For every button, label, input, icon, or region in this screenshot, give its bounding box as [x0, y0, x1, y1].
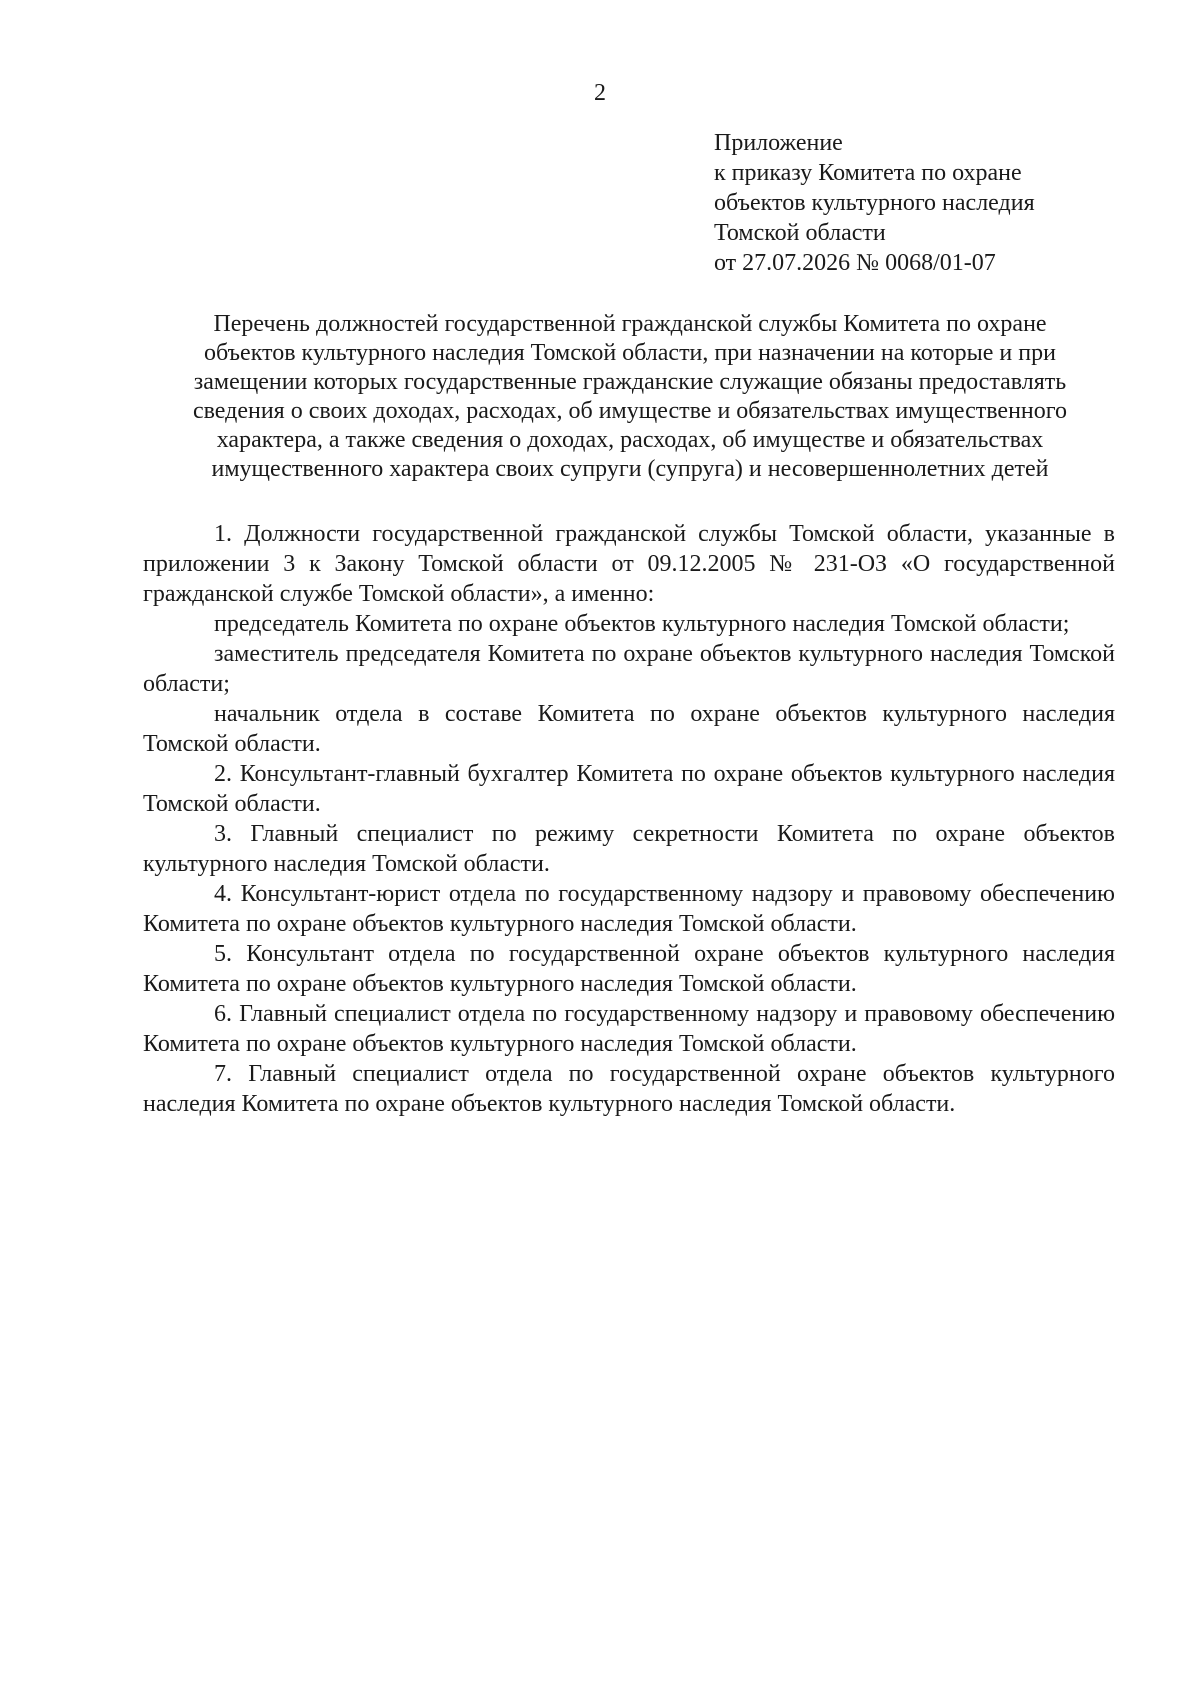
appendix-line: Томской области	[714, 220, 886, 246]
paragraph-item-4: 4. Консультант-юрист отдела по государственному надзору и правовому обеспечению Комитета по охране объектов культурного наследия Томской области.	[143, 881, 1115, 937]
appendix-date-number: от 27.07.2026 № 0068/01-07	[714, 250, 996, 276]
paragraph-subitem: заместитель председателя Комитета по охране объектов культурного наследия Томской области;	[143, 641, 1115, 697]
document-body	[143, 519, 1115, 1119]
paragraph-item-3: 3. Главный специалист по режиму секретности Комитета по охране объектов культурного наследия Томской области.	[143, 821, 1115, 877]
appendix-line: к приказу Комитета по охране	[714, 160, 1022, 186]
document-title	[140, 310, 1120, 484]
appendix-header	[714, 128, 1154, 278]
paragraph-item-1: 1. Должности государственной гражданской службы Томской области, указанные в приложении 3 к Закону Томской области от 09.12.2005 № 231-ОЗ «О государственной гражданской службе Томской области», а именно:	[143, 521, 1115, 607]
paragraph-item-5: 5. Консультант отдела по государственной охране объектов культурного наследия Комитета по охране объектов культурного наследия Томской области.	[143, 941, 1115, 997]
title-line: замещении которых государственные гражданские служащие обязаны предоставлять	[193, 369, 1067, 395]
title-line: объектов культурного наследия Томской области, при назначении на которые и при	[204, 340, 1056, 366]
title-line: Перечень должностей государственной гражданской службы Комитета по охране	[213, 311, 1047, 337]
title-line: характера, а также сведения о доходах, расходах, об имуществе и обязательствах	[216, 427, 1044, 453]
appendix-line: объектов культурного наследия	[714, 190, 1035, 216]
paragraph-item-2: 2. Консультант-главный бухгалтер Комитета по охране объектов культурного наследия Томской области.	[143, 761, 1115, 817]
title-line: сведения о своих доходах, расходах, об имуществе и обязательствах имущественного	[192, 398, 1068, 424]
paragraph-subitem: председатель Комитета по охране объектов культурного наследия Томской области;	[214, 611, 1070, 637]
paragraph-item-7: 7. Главный специалист отдела по государственной охране объектов культурного наследия Комитета по охране объектов культурного наследия Томской области.	[143, 1061, 1115, 1117]
appendix-line: Приложение	[714, 130, 843, 156]
paragraph-subitem: начальник отдела в составе Комитета по охране объектов культурного наследия Томской области.	[143, 701, 1115, 757]
paragraph-item-6: 6. Главный специалист отдела по государственному надзору и правовому обеспечению Комитета по охране объектов культурного наследия Томской области.	[143, 1001, 1115, 1057]
title-line: имущественного характера своих супруги (супруга) и несовершеннолетних детей	[211, 456, 1049, 482]
page-number: 2	[594, 80, 606, 106]
